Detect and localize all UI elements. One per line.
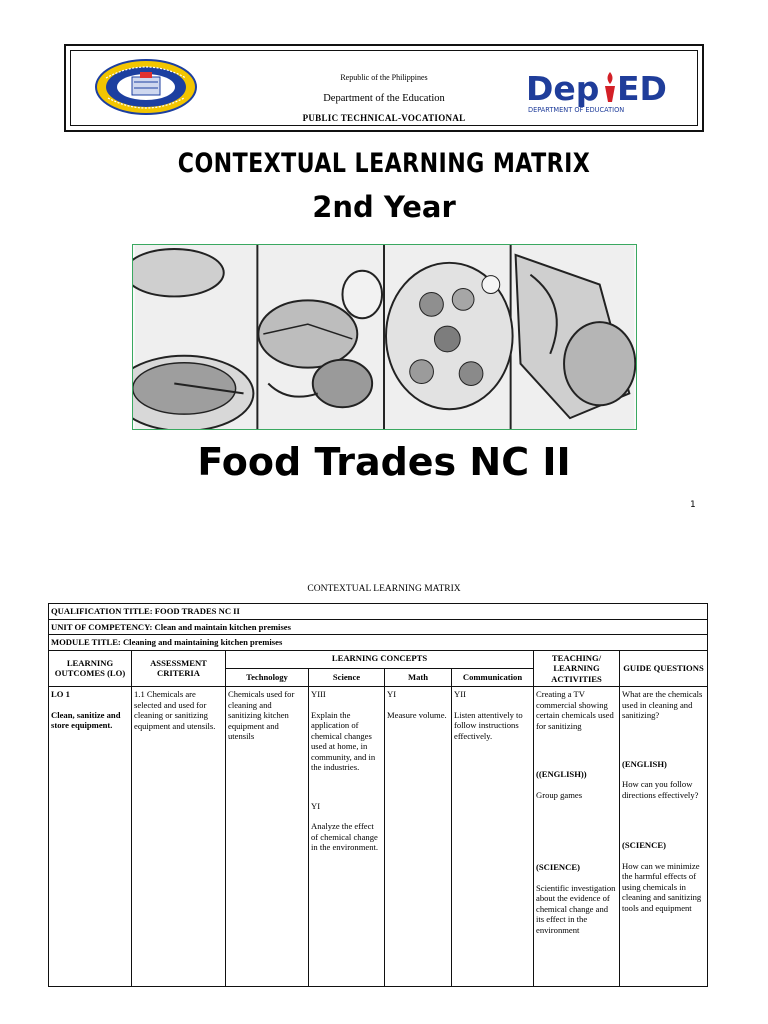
- math-text: Measure volume.: [387, 709, 447, 720]
- matrix-heading: CONTEXTUAL LEARNING MATRIX: [307, 584, 461, 594]
- math-cell: [385, 687, 452, 987]
- module-title: [49, 635, 708, 651]
- communication-cell: [452, 687, 534, 987]
- technology-cell: Chemicals used for cleaning and sanitizing kitchen equipment and utensils: [226, 687, 309, 987]
- science-cell: [309, 687, 385, 987]
- page-number: 1: [690, 500, 696, 510]
- guide-2-label: (ENGLISH): [622, 758, 667, 769]
- guide-3: How can we minimize the harmful effects of using chemicals in cleaning and sanitizing tools and equipment: [622, 860, 702, 913]
- module-label: MODULE TITLE:: [51, 637, 121, 647]
- science-1-year: YIII: [311, 689, 326, 699]
- header-guide-questions: GUIDE QUESTIONS: [620, 650, 708, 687]
- science-1-text: Explain the application of chemical changes used at home, in community, and in the industries.: [311, 709, 376, 772]
- assessment-cell: 1.1 Chemicals are selected and used for cleaning or sanitizing equipment and utensils.: [132, 687, 226, 987]
- lo1-text: Clean, sanitize and store equipment.: [51, 709, 121, 730]
- svg-text:DEPARTMENT OF EDUCATION: DEPARTMENT OF EDUCATION: [528, 106, 625, 114]
- qualification-row: [49, 604, 708, 620]
- food-illustration: [132, 244, 637, 430]
- lo1-cell: [49, 687, 132, 987]
- science-2-year: YI: [311, 800, 321, 811]
- teaching-3-label: (SCIENCE): [536, 862, 580, 872]
- comm-text: Listen attentively to follow instructions effectively.: [454, 709, 523, 741]
- header-technology: Technology: [226, 668, 309, 686]
- year-level: 2nd Year: [312, 190, 456, 224]
- teaching-1: Creating a TV commercial showing certain chemicals used for sanitizing: [536, 689, 614, 731]
- math-year: YI: [387, 689, 397, 699]
- lo1-row: [49, 687, 708, 987]
- teaching-2-label: ((ENGLISH)): [536, 769, 587, 779]
- teaching-3: Scientific investigation about the evidence of chemical change and its effect in the environment: [536, 882, 616, 935]
- header-math: Math: [385, 668, 452, 686]
- republic-line: Republic of the Philippines: [340, 73, 428, 82]
- header-learning-outcomes: LEARNING OUTCOMES (LO): [49, 650, 132, 687]
- unit-label: UNIT OF COMPETENCY:: [51, 621, 153, 632]
- unit-value: Clean and maintain kitchen premises: [154, 621, 291, 632]
- guide-3-label: (SCIENCE): [622, 840, 666, 850]
- guide-cell: [620, 687, 708, 987]
- teaching-2: Group games: [536, 789, 583, 800]
- svg-text:ED: ED: [617, 69, 667, 108]
- unit-row: [49, 619, 708, 635]
- module-row: [49, 635, 708, 651]
- science-2-text: Analyze the effect of chemical change in the environment.: [311, 821, 379, 852]
- school-line: PUBLIC TECHNICAL-VOCATIONAL: [302, 113, 466, 123]
- header-teaching-activities: TEACHING/ LEARNING ACTIVITIES: [534, 650, 620, 687]
- guide-1: What are the chemicals used in cleaning and sanitizing?: [622, 689, 703, 720]
- guide-2: How can you follow directions effectively?: [622, 779, 699, 800]
- lo1-number: LO 1: [51, 689, 70, 699]
- comm-year: YII: [454, 689, 466, 699]
- header-assessment-criteria: ASSESSMENT CRITERIA: [132, 650, 226, 687]
- header-row-1: [49, 650, 708, 668]
- teaching-cell: [534, 687, 620, 987]
- module-value: Cleaning and maintaining kitchen premises: [122, 637, 283, 647]
- document-title: CONTEXTUAL LEARNING MATRIX: [177, 148, 591, 179]
- deped-seal-logo: [94, 58, 198, 116]
- course-title: Food Trades NC II: [197, 440, 571, 484]
- svg-text:Dep: Dep: [526, 69, 600, 108]
- unit-of-competency: [49, 619, 708, 635]
- contextual-learning-matrix-table: [48, 603, 708, 987]
- header-communication: Communication: [452, 668, 534, 686]
- qualification-title: QUALIFICATION TITLE: FOOD TRADES NC II: [49, 604, 708, 620]
- department-line: Department of the Education: [323, 93, 445, 104]
- header-science: Science: [309, 668, 385, 686]
- header-learning-concepts: LEARNING CONCEPTS: [226, 650, 534, 668]
- deped-logo: [524, 64, 676, 116]
